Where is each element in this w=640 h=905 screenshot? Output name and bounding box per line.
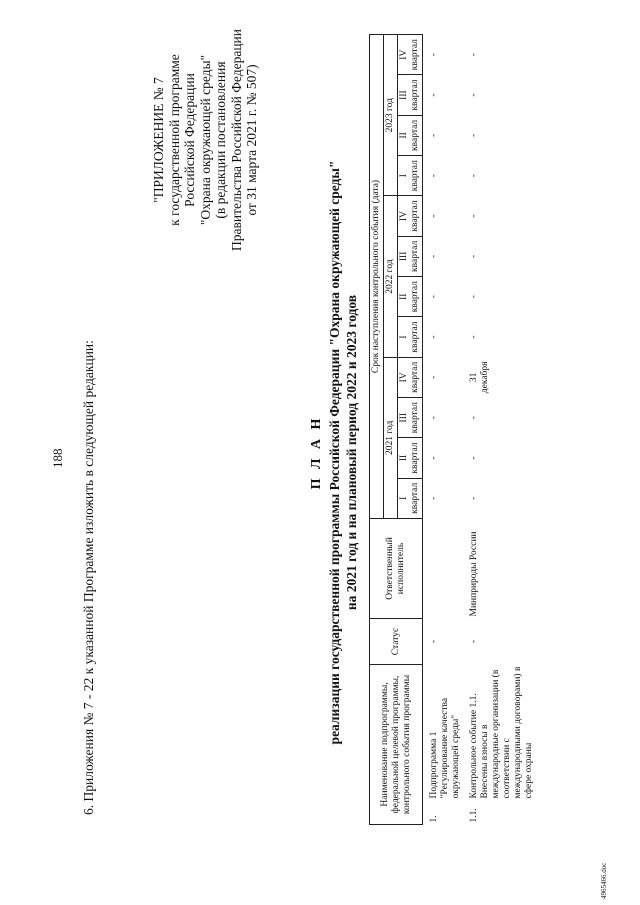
header-quarter: II квартал (398, 277, 423, 317)
appendix-line: от 31 марта 2021 г. № 507) (244, 64, 259, 216)
row-quarter-value: - (469, 416, 479, 420)
header-quarter: IV квартал (398, 196, 423, 236)
header-quarter: III квартал (398, 75, 423, 115)
row-name: Контрольное событие 1.1. Внесены взносы в международные организации (в соответствии с международными договорами) в сфере охраны (469, 666, 534, 799)
row-name-cell (423, 665, 464, 825)
header-deadline: Срок наступления контрольного события (дата) (370, 35, 384, 519)
row-quarter-value: - (469, 335, 479, 339)
row-executor: Минприроды России (469, 531, 479, 617)
plan-subtitle-period: на 2021 год и на плановый период 2022 и 2023 годов (344, 294, 359, 611)
header-quarter: IV квартал (398, 35, 423, 75)
row-executor (423, 519, 464, 619)
row-quarter-value: - (429, 254, 439, 258)
plan-subtitle: реализации государственной программы Российской Федерации "Охрана окружающей среды" (327, 160, 342, 745)
row-quarter-value: - (469, 53, 479, 57)
header-year-2023: 2023 год (384, 35, 398, 196)
page-number: 188 (50, 448, 65, 468)
table-row (463, 35, 536, 825)
header-quarter: III квартал (398, 236, 423, 276)
row-quarter-value: - (429, 295, 439, 299)
row-quarter-value: - (429, 375, 439, 379)
appendix-block (151, 5, 260, 275)
row-quarter-value: - (429, 214, 439, 218)
row-quarter-value: - (469, 133, 479, 137)
row-quarter-value: - (469, 456, 479, 460)
header-executor: Ответственный исполнитель (370, 519, 423, 619)
header-quarter: I квартал (398, 317, 423, 357)
header-quarter: IV квартал (398, 357, 423, 397)
row-number: 1. (429, 815, 439, 823)
row-status: - (469, 639, 479, 644)
row-quarter-value: - (429, 416, 439, 420)
row-name: Подпрограмма 1 "Регулирование качества окружающей среды" (429, 697, 461, 799)
header-year-2021: 2021 год (384, 357, 398, 518)
header-quarter: I квартал (398, 156, 423, 196)
header-quarter: II квартал (398, 438, 423, 478)
row-quarter-value: - (429, 456, 439, 460)
table-row (423, 35, 464, 825)
row-quarter-value: - (429, 53, 439, 57)
header-name: Наименование подпрограммы, федеральной целевой программы, контрольного события программы (370, 665, 423, 825)
plan-table (369, 34, 536, 825)
row-quarter-value: - (429, 496, 439, 500)
row-quarter-value: - (429, 335, 439, 339)
footer-doc-code: 4965466.doc (600, 862, 608, 899)
appendix-line: Правительства Российской Федерации (228, 29, 244, 251)
row-name-cell (463, 665, 536, 825)
header-quarter: III квартал (398, 398, 423, 438)
header-quarter: II квартал (398, 115, 423, 155)
intro-text: 6. Приложения № 7 - 22 к указанной Программе изложить в следующей редакции: (81, 340, 96, 815)
row-quarter-value: - (469, 214, 479, 218)
row-quarter-value: 31 декабря (469, 361, 490, 394)
row-quarter-value: - (469, 295, 479, 299)
row-quarter-value: - (469, 174, 479, 178)
row-quarter-value: - (469, 93, 479, 97)
row-status: - (429, 639, 439, 644)
header-year-2022: 2022 год (384, 196, 398, 357)
plan-title: П Л А Н (309, 415, 324, 490)
header-quarter: I квартал (398, 478, 423, 518)
appendix-line: к государственной программе (166, 54, 182, 226)
row-quarter-value: - (469, 496, 479, 500)
row-number: 1.1. (469, 808, 479, 823)
row-quarter-value: - (469, 254, 479, 258)
appendix-line: (в редакции постановления (213, 61, 228, 219)
appendix-line: Российской Федерации (182, 73, 197, 207)
header-status: Статус (370, 619, 423, 665)
row-quarter-value: - (429, 174, 439, 178)
row-quarter-value: - (429, 133, 439, 137)
appendix-line: "ПРИЛОЖЕНИЕ № 7 (151, 77, 166, 203)
row-quarter-value: - (429, 93, 439, 97)
appendix-line: "Охрана окружающей среды" (197, 54, 213, 226)
